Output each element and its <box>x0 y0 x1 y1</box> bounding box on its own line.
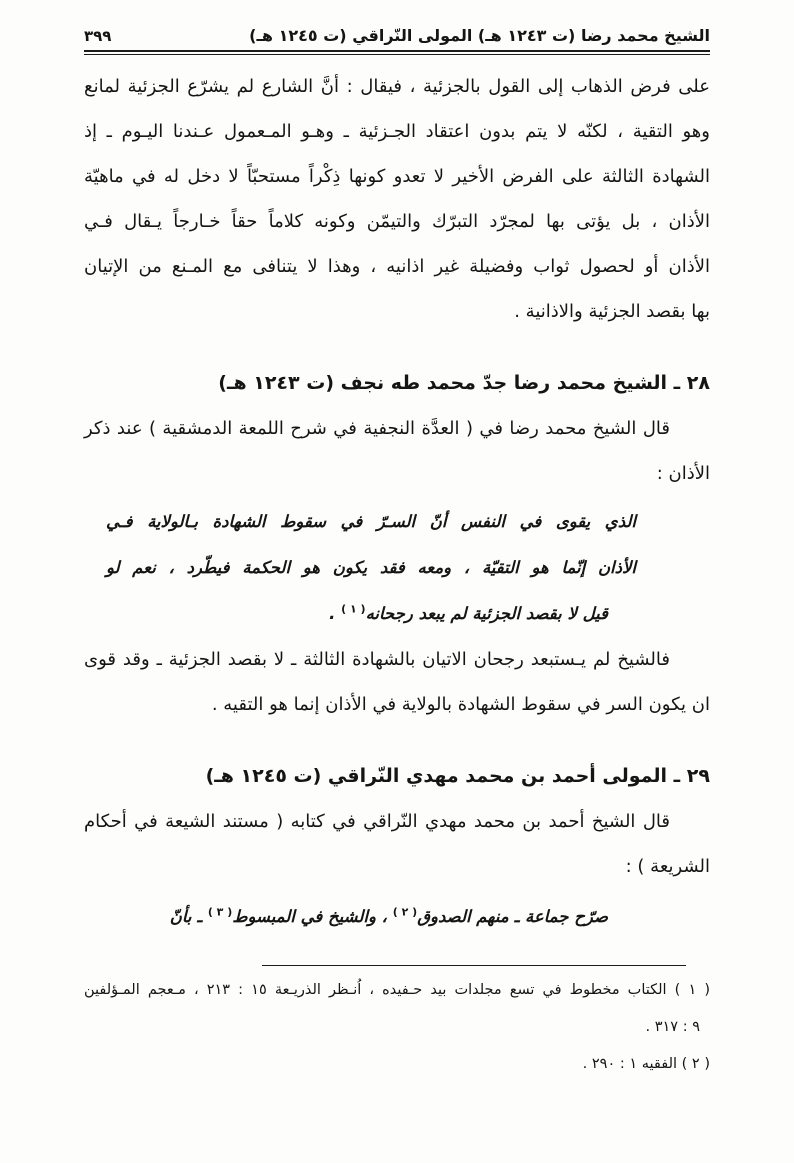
text-line: بها بقصد الجزئية والاذانية . <box>514 301 710 322</box>
text-line: الأذان : <box>656 463 710 484</box>
quote-text: قيل لا بقصد الجزئية لم يبعد رجحانه <box>365 604 608 623</box>
section-29-intro <box>84 799 710 889</box>
footnote-line: ٩ : ٣١٧ . <box>645 1019 700 1035</box>
section-29-heading: ٢٩ ـ المولى أحمد بن محمد مهدي النّراقي (ت ١٢٤٥ هـ) <box>205 765 710 787</box>
footnote-1 <box>84 972 710 1046</box>
page-header <box>84 26 710 45</box>
section-28-quote <box>106 499 636 637</box>
section-29-quote <box>106 894 636 940</box>
text-line: الأذان ، بل يؤتى بها لمجرّد التبرّك والتيمّن وكونه كلاماً حقاً خـارجاً يـقال فـي <box>84 211 710 232</box>
page-number: ٣٩٩ <box>84 27 112 45</box>
text-line: فالشيخ لم يـستبعد رجحان الاتيان بالشهادة الثالثة ـ لا بقصد الجزئية ـ وقد قوى <box>84 649 670 670</box>
quote-tail: ـ بأنّ <box>169 907 208 926</box>
text-line: الشهادة الثالثة على الفرض الأخير لا تعدو كونها ذِكْراً مستحبّاً لا دخل له في ماهيّة <box>84 166 710 187</box>
text-line: قال الشيخ محمد رضا في ( العدَّة النجفية في شرح اللمعة الدمشقية ) عند ذكر <box>84 418 670 439</box>
section-28-intro <box>84 406 710 496</box>
footnote-line: ( ١ ) الكتاب مخطوط في تسع مجلدات بيد حـفيده ، اُنـظر الذريـعة ١٥ : ٢١٣ ، مـعجم المـؤلفين <box>84 982 710 998</box>
quote-text: صرّح جماعة ـ منهم الصدوق <box>417 907 608 926</box>
text-line: وهو التقية ، لكنّه لا يتم بدون اعتقاد الجـزئية ـ وهـو المـعمول عـندنا اليـوم ـ إذ <box>84 121 710 142</box>
text-line: ان يكون السر في سقوط الشهادة بالولاية في الأذان إنما هو التقيه . <box>211 694 710 715</box>
footnote-marker-1: ( ١ ) <box>341 602 366 616</box>
text-line: الأذان أو لحصول ثواب وفضيلة غير اذانيه ، وهذا لا يتنافى مع المـنع من الإتيان <box>84 256 710 277</box>
footnote-marker-2: ( ٢ ) <box>392 905 418 919</box>
section-28-heading: ٢٨ ـ الشيخ محمد رضا جدّ محمد طه نجف (ت ١٢٤٣ هـ) <box>218 372 710 394</box>
section-28-comment <box>84 637 710 727</box>
text-line: قال الشيخ أحمد بن محمد مهدي النّراقي في كتابه ( مستند الشيعة في أحكام <box>84 811 670 832</box>
quote-line <box>106 894 636 940</box>
footnotes-area <box>84 965 710 1083</box>
running-header-title: الشيخ محمد رضا (ت ١٢٤٣ هـ) المولى النّراقي (ت ١٢٤٥ هـ) <box>249 26 710 45</box>
continuation-paragraph <box>84 64 710 334</box>
quote-line <box>106 591 636 637</box>
text-line: على فرض الذهاب إلى القول بالجزئية ، فيقال : أنَّ الشارع لم يشرّع الجزئية لمانع <box>84 76 710 97</box>
quote-line: الأذان إنّما هو التقيّة ، ومعه فقد يكون هو الحكمة فيطّرد ، نعم لو <box>106 558 636 577</box>
footnote-line: ( ٢ ) الفقيه ١ : ٢٩٠ . <box>582 1056 710 1072</box>
quote-tail: . <box>329 604 342 623</box>
footnote-marker-3: ( ٣ ) <box>207 905 233 919</box>
text-line: الشريعة ) : <box>625 856 710 877</box>
page-body <box>84 64 710 940</box>
footnote-separator <box>262 965 686 966</box>
quote-text: ، والشيخ في المبسوط <box>232 907 393 926</box>
header-rule <box>84 50 710 55</box>
footnote-2 <box>84 1046 710 1083</box>
quote-line: الذي يقوى في النفس أنّ السـرّ في سقوط الشهادة بـالولاية فـي <box>106 512 636 531</box>
